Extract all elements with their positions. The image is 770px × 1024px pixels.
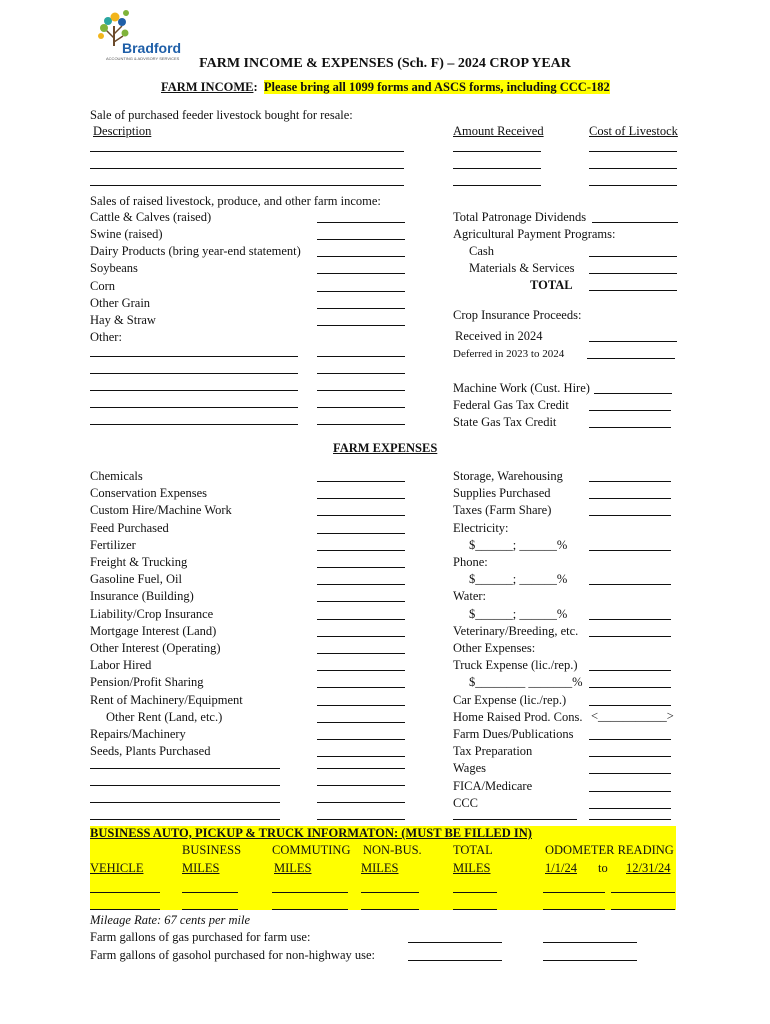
expense-left-item: Labor Hired [90,658,152,673]
odometer-end-date: 12/31/24 [626,861,671,875]
expense-right-item: $______; ______% [469,572,568,587]
nonbus-miles-line[interactable] [361,909,419,910]
total-line[interactable] [589,290,677,291]
other-income-description-line[interactable] [90,390,298,391]
vehicle-line[interactable] [90,909,160,910]
odometer-end-line[interactable] [611,892,675,893]
resale-cost-line[interactable] [589,185,677,186]
resale-cost-line[interactable] [589,168,677,169]
resale-description-line[interactable] [90,151,404,152]
expense-left-amount-line[interactable] [317,636,405,637]
resale-col-description: Description [93,124,152,138]
expense-left-amount-line[interactable] [317,584,405,585]
received-label: Received in 2024 [455,329,543,343]
expense-left-amount-line[interactable] [317,768,405,769]
materials-label: Materials & Services [469,261,575,275]
farm-income-colon: : [253,80,258,94]
raised-amount-line[interactable] [317,308,405,309]
other-income-amount-line[interactable] [317,390,405,391]
col-vehicle: VEHICLE [90,861,144,875]
business-miles-line[interactable] [182,892,238,893]
other-income-amount-line[interactable] [317,407,405,408]
expense-left-amount-line[interactable] [317,533,405,534]
expense-right-item: CCC [453,795,479,810]
total-miles-line[interactable] [453,909,497,910]
expense-right-item: Electricity: [453,520,509,535]
cash-line[interactable] [589,256,677,257]
resale-col-cost: Cost of Livestock [589,124,678,138]
raised-item: Cattle & Calves (raised) [90,210,212,224]
vehicle-line[interactable] [90,892,160,893]
expense-left-amount-line[interactable] [317,481,405,482]
commuting-miles-line[interactable] [272,909,348,910]
raised-amount-line[interactable] [317,273,405,274]
expense-left-item: Other Interest (Operating) [90,641,221,655]
raised-item: Hay & Straw [90,313,156,327]
expense-right-amount-line[interactable] [589,619,671,620]
col-odometer: ODOMETER READING [545,843,674,857]
expense-right-amount-line[interactable] [589,739,671,740]
other-income-description-line[interactable] [90,356,298,357]
mileage-rate: Mileage Rate: 67 cents per mile [90,913,251,927]
other-income-description-line[interactable] [90,424,298,425]
machine-work-label: Machine Work (Cust. Hire) [453,381,590,395]
raised-item: Other Grain [90,296,151,310]
expense-left-item: Other Rent (Land, etc.) [106,709,223,724]
page-title: FARM INCOME & EXPENSES (Sch. F) – 2024 CROP YEAR [199,56,571,71]
odometer-start-line[interactable] [543,892,605,893]
raised-amount-line[interactable] [317,291,405,292]
odometer-to: to [598,861,608,875]
expense-right-item: Home Raised Prod. Cons. [453,709,583,724]
expense-left-description-line[interactable] [90,819,280,820]
expense-left-amount-line[interactable] [317,722,405,723]
odometer-end-line[interactable] [611,909,675,910]
expense-left-amount-line[interactable] [317,785,405,786]
resale-col-amount: Amount Received [453,124,544,138]
miles-business: MILES [182,861,220,875]
expense-left-amount-line[interactable] [317,515,405,516]
expense-right-item: $______; ______% [469,537,568,552]
deferred-line[interactable] [587,358,675,359]
logo-tagline: ACCOUNTING & ADVISORY SERVICES [106,56,180,61]
other-income-amount-line[interactable] [317,424,405,425]
gas-farm-line-2[interactable] [543,942,637,943]
gas-farm-label: Farm gallons of gas purchased for farm use: [90,930,311,944]
odometer-start-date: 1/1/24 [545,861,577,875]
expense-left-item: Feed Purchased [90,520,169,535]
expense-right-item: $______; ______% [469,606,568,621]
expense-right-item: Phone: [453,555,488,569]
expense-left-item: Chemicals [90,469,143,483]
expense-right-item: Other Expenses: [453,641,536,655]
col-total: TOTAL [453,843,493,857]
expense-left-item: Fertilizer [90,537,136,552]
expense-left-amount-line[interactable] [317,756,405,757]
received-line[interactable] [589,341,677,342]
resale-amount-line[interactable] [453,151,541,152]
expense-right-item: Supplies Purchased [453,486,551,501]
expense-left-item: Mortgage Interest (Land) [90,623,217,638]
expense-right-amount-line[interactable] [589,756,671,757]
col-commuting: COMMUTING [272,843,351,857]
materials-line[interactable] [589,273,677,274]
cash-label: Cash [469,244,494,258]
other-income-amount-line[interactable] [317,373,405,374]
expense-left-item: Pension/Profit Sharing [90,675,204,690]
crop-insurance-label: Crop Insurance Proceeds: [453,308,582,322]
expense-left-item: Repairs/Machinery [90,727,186,741]
commuting-miles-line[interactable] [272,892,348,893]
expense-right-amount-line[interactable] [589,498,671,499]
expense-right-item: Truck Expense (lic./rep.) [453,658,578,673]
raised-amount-line[interactable] [317,239,405,240]
federal-gas-label: Federal Gas Tax Credit [453,398,569,412]
miles-commuting: MILES [274,861,312,875]
expense-left-description-line[interactable] [90,768,280,769]
gas-farm-line-1[interactable] [408,942,502,943]
expense-left-description-line[interactable] [90,802,280,803]
home-raised-blank: <___________> [591,709,674,723]
raised-item: Dairy Products (bring year-end statement) [90,244,301,258]
expense-right-amount-line[interactable] [589,791,671,792]
col-business: BUSINESS [182,843,242,857]
expense-right-amount-line[interactable] [589,687,671,688]
expense-left-amount-line[interactable] [317,550,405,551]
farm-income-label: FARM INCOME [161,80,254,94]
expense-left-item: Rent of Machinery/Equipment [90,692,243,707]
auto-heading: BUSINESS AUTO, PICKUP & TRUCK INFORMATON: (MUST BE FILLED IN) [90,826,532,840]
expense-right-item: $________ _______% [469,675,583,690]
other-income-amount-line[interactable] [317,356,405,357]
expense-right-amount-line[interactable] [589,705,671,706]
expense-left-item: Liability/Crop Insurance [90,606,214,621]
expense-right-item: Wages [453,761,487,776]
farm-expenses-heading: FARM EXPENSES [333,441,438,455]
expense-left-amount-line[interactable] [317,619,405,620]
gasohol-line-1[interactable] [408,960,502,961]
expense-left-amount-line[interactable] [317,687,405,688]
expense-left-item: Freight & Trucking [90,555,188,569]
raised-item: Soybeans [90,261,138,275]
total-miles-line[interactable] [453,892,497,893]
raised-amount-line[interactable] [317,325,405,326]
odometer-start-line[interactable] [543,909,605,910]
expense-right-amount-line[interactable] [589,550,671,551]
expense-right-item: FICA/Medicare [453,778,533,793]
federal-gas-line[interactable] [589,410,671,411]
other-income-description-line[interactable] [90,373,298,374]
expense-left-amount-line[interactable] [317,601,405,602]
patronage-label: Total Patronage Dividends [453,210,587,224]
expense-left-amount-line[interactable] [317,498,405,499]
expense-right-item: Farm Dues/Publications [453,727,574,741]
col-nonbus: NON-BUS. [363,843,422,857]
business-miles-line[interactable] [182,909,238,910]
expense-left-item: Seeds, Plants Purchased [90,744,211,759]
machine-work-line[interactable] [594,393,672,394]
expense-right-item: Taxes (Farm Share) [453,503,552,518]
miles-total: MILES [453,861,491,875]
expense-right-amount-line[interactable] [589,773,671,774]
raised-item: Swine (raised) [90,227,163,241]
resale-description-line[interactable] [90,185,404,186]
expense-left-amount-line[interactable] [317,653,405,654]
expense-right-item: Veterinary/Breeding, etc. [453,623,579,638]
expense-left-amount-line[interactable] [317,739,405,740]
farm-income-note: Please bring all 1099 forms and ASCS forms, including CCC-182 [263,80,610,94]
expense-right-item: Water: [453,589,487,604]
state-gas-line[interactable] [589,427,671,428]
state-gas-label: State Gas Tax Credit [453,415,557,429]
total-label: TOTAL [530,278,573,292]
logo-name: Bradford [122,40,182,56]
raised-amount-line[interactable] [317,256,405,257]
resale-amount-line[interactable] [453,168,541,169]
expense-right-amount-line[interactable] [589,819,671,820]
expense-right-amount-line[interactable] [589,636,671,637]
resale-cost-line[interactable] [589,151,677,152]
expense-right-amount-line[interactable] [589,670,671,671]
expense-right-description-line[interactable] [453,819,577,820]
patronage-line[interactable] [592,222,678,223]
raised-amount-line[interactable] [317,222,405,223]
other-income-description-line[interactable] [90,407,298,408]
ag-programs-label: Agricultural Payment Programs: [453,227,616,241]
farm-income-subheader [161,80,610,94]
deferred-label: Deferred in 2023 to 2024 [453,348,565,360]
expense-left-amount-line[interactable] [317,705,405,706]
nonbus-miles-line[interactable] [361,892,419,893]
expense-left-item: Insurance (Building) [90,589,194,604]
raised-item: Other: [90,330,122,344]
gasohol-label: Farm gallons of gasohol purchased for non-highway use: [90,948,376,962]
expense-right-item: Tax Preparation [453,744,533,759]
expense-left-amount-line[interactable] [317,802,405,803]
miles-nonbus: MILES [361,861,399,875]
expense-left-description-line[interactable] [90,785,280,786]
expense-right-amount-line[interactable] [589,808,671,809]
expense-left-item: Gasoline Fuel, Oil [90,572,183,587]
resale-description-line[interactable] [90,168,404,169]
expense-right-item: Storage, Warehousing [453,469,563,483]
expense-left-item: Custom Hire/Machine Work [90,503,232,518]
expense-left-amount-line[interactable] [317,670,405,671]
expense-left-item: Conservation Expenses [90,486,207,501]
gasohol-line-2[interactable] [543,960,637,961]
resale-amount-line[interactable] [453,185,541,186]
expense-right-amount-line[interactable] [589,515,671,516]
expense-right-amount-line[interactable] [589,584,671,585]
raised-heading: Sales of raised livestock, produce, and other farm income: [90,194,381,208]
resale-heading: Sale of purchased feeder livestock bought for resale: [90,108,353,122]
expense-right-amount-line[interactable] [589,481,671,482]
expense-left-amount-line[interactable] [317,819,405,820]
expense-left-amount-line[interactable] [317,567,405,568]
raised-item: Corn [90,279,115,293]
expense-right-item: Car Expense (lic./rep.) [453,692,567,707]
